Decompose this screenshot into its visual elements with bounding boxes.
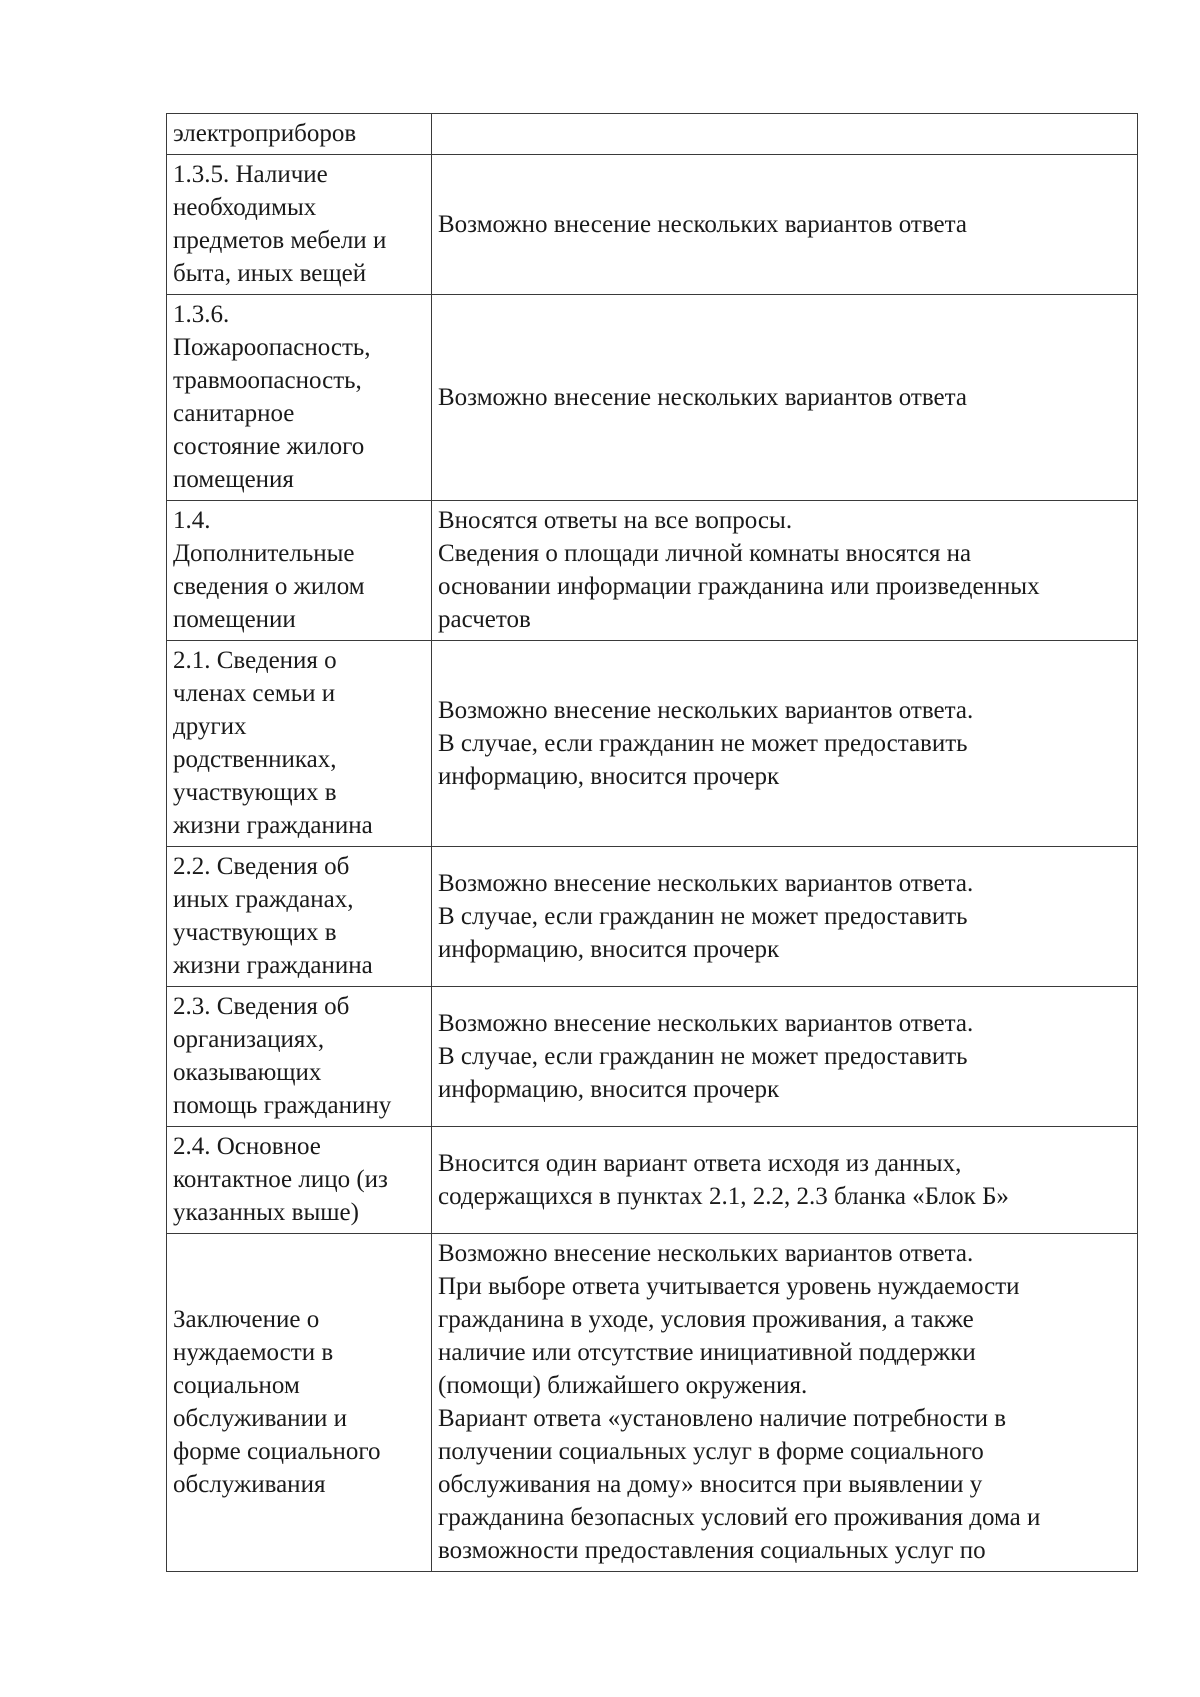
table-row xyxy=(167,1234,1138,1572)
instruction-cell: Возможно внесение нескольких вариантов ответа. В случае, если гражданин не может предоставить информацию, вносится прочерк xyxy=(432,847,1138,987)
section-cell: 1.4. Дополнительные сведения о жилом помещении xyxy=(167,501,432,641)
table-row xyxy=(167,641,1138,847)
table-row xyxy=(167,987,1138,1127)
instruction-cell: Вносятся ответы на все вопросы. Сведения о площади личной комнаты вносятся на основании информации гражданина или произведенных расчетов xyxy=(432,501,1138,641)
instruction-cell xyxy=(432,114,1138,155)
instruction-cell: Возможно внесение нескольких вариантов ответа. В случае, если гражданин не может предоставить информацию, вносится прочерк xyxy=(432,987,1138,1127)
section-cell: 2.3. Сведения об организациях, оказывающих помощь гражданину xyxy=(167,987,432,1127)
instruction-cell: Возможно внесение нескольких вариантов ответа xyxy=(432,155,1138,295)
section-cell: электроприборов xyxy=(167,114,432,155)
table-row xyxy=(167,847,1138,987)
instruction-cell: Возможно внесение нескольких вариантов ответа. При выборе ответа учитывается уровень нуждаемости гражданина в уходе, условия проживания, а также наличие или отсутствие инициативной поддержки (помощи) ближайшего окружения. Вариант ответа «установлено наличие потребности в получении социальных услуг в форме социального обслуживания на дому» вносится при выявлении у гражданина безопасных условий его проживания дома и возможности предоставления социальных услуг по xyxy=(432,1234,1138,1572)
section-cell: 2.1. Сведения о членах семьи и других родственниках, участвующих в жизни гражданина xyxy=(167,641,432,847)
section-cell: 1.3.5. Наличие необходимых предметов мебели и быта, иных вещей xyxy=(167,155,432,295)
instruction-cell: Возможно внесение нескольких вариантов ответа. В случае, если гражданин не может предоставить информацию, вносится прочерк xyxy=(432,641,1138,847)
section-cell: 1.3.6. Пожароопасность, травмоопасность, санитарное состояние жилого помещения xyxy=(167,295,432,501)
instruction-cell: Возможно внесение нескольких вариантов ответа xyxy=(432,295,1138,501)
section-cell: Заключение о нуждаемости в социальном обслуживании и форме социального обслуживания xyxy=(167,1234,432,1572)
table-row xyxy=(167,1127,1138,1234)
section-cell: 2.4. Основное контактное лицо (из указанных выше) xyxy=(167,1127,432,1234)
instruction-cell: Вносится один вариант ответа исходя из данных, содержащихся в пунктах 2.1, 2.2, 2.3 бланка «Блок Б» xyxy=(432,1127,1138,1234)
table-row xyxy=(167,501,1138,641)
table-row xyxy=(167,295,1138,501)
section-cell: 2.2. Сведения об иных гражданах, участвующих в жизни гражданина xyxy=(167,847,432,987)
table-row xyxy=(167,114,1138,155)
instruction-table xyxy=(166,113,1138,1572)
table-row xyxy=(167,155,1138,295)
